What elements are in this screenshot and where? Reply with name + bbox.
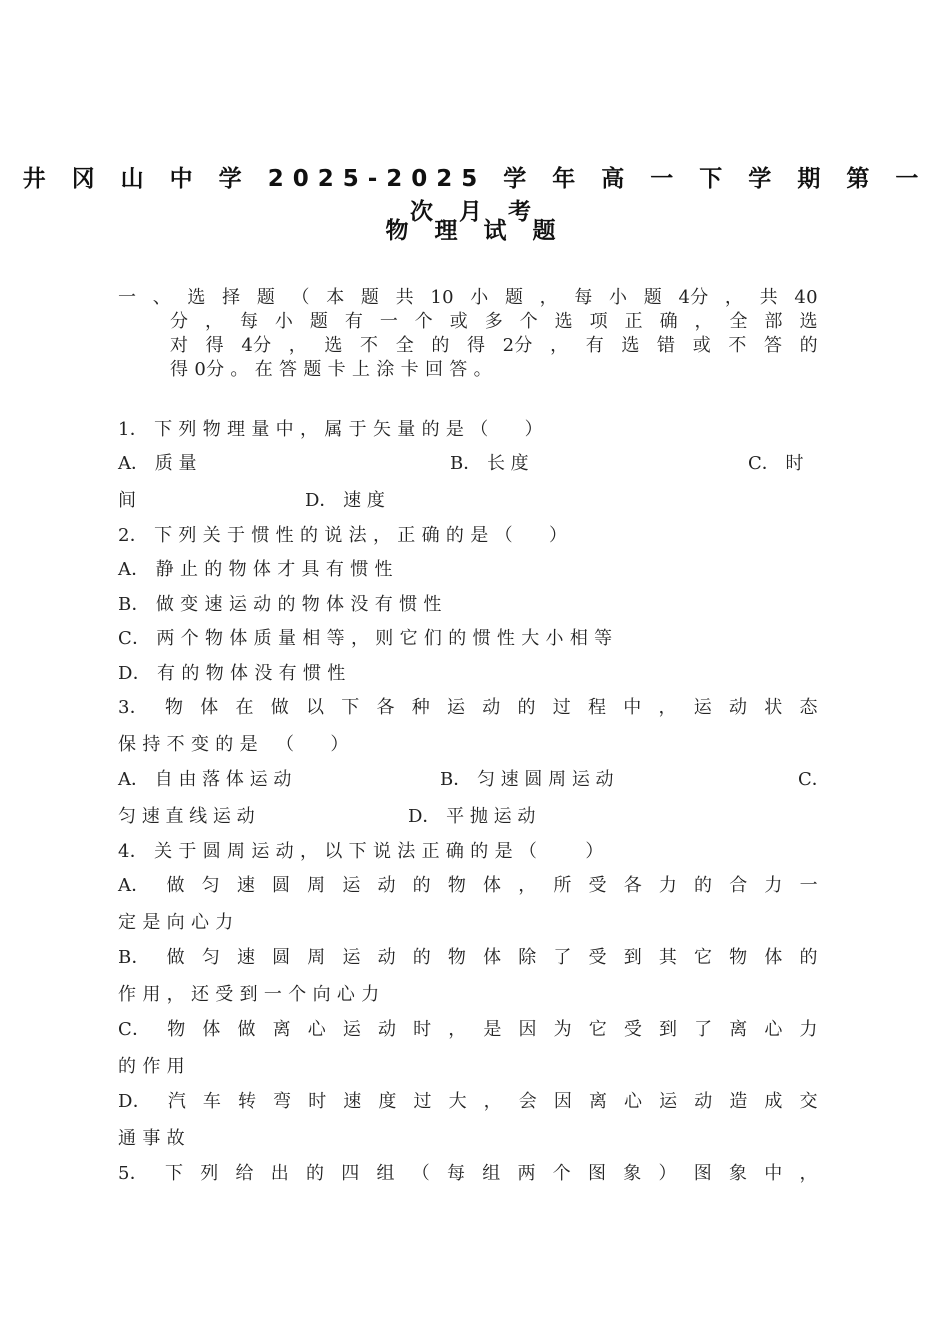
instruction-line: 一 、 选 择 题 （ 本 题 共 10 小 题 ， 每 小 题 4分 ， 共 40 <box>118 287 818 308</box>
option-b: B． 匀 速 圆 周 运 动 <box>440 769 614 790</box>
option-b: B． 长 度 <box>450 453 529 474</box>
option-c-cont: 匀 速 直 线 运 动 <box>118 806 255 827</box>
option-d: D． 速 度 <box>305 490 385 511</box>
question-stem: 4． 关 于 圆 周 运 动 ， 以 下 说 法 正 确 的 是 （ ） <box>118 841 604 862</box>
option-c: C． 两 个 物 体 质 量 相 等 ， 则 它 们 的 惯 性 大 小 相 等 <box>118 628 613 649</box>
instruction-line: 对 得 4分 ， 选 不 全 的 得 2分 ， 有 选 错 或 不 答 的 <box>170 335 818 356</box>
option-b: B． 做 匀 速 圆 周 运 动 的 物 体 除 了 受 到 其 它 物 体 的 <box>118 947 818 968</box>
option-b: B． 做 变 速 运 动 的 物 体 没 有 惯 性 <box>118 594 442 615</box>
question-stem: 2． 下 列 关 于 惯 性 的 说 法 ， 正 确 的 是 （ ） <box>118 525 568 546</box>
question-stem: 3． 物 体 在 做 以 下 各 种 运 动 的 过 程 中 ， 运 动 状 态 <box>118 697 818 718</box>
option-a: A． 自 由 落 体 运 动 <box>118 769 292 790</box>
option-c: C． 时 <box>748 453 804 474</box>
question-stem-cont: 保 持 不 变 的 是 （ ） <box>118 734 349 755</box>
option-a: A． 质 量 <box>118 453 197 474</box>
question-stem: 1． 下 列 物 理 量 中 ， 属 于 矢 量 的 是 （ ） <box>118 419 543 440</box>
option-a: A． 静 止 的 物 体 才 具 有 惯 性 <box>118 559 393 580</box>
option-d: D． 平 抛 运 动 <box>408 806 536 827</box>
option-d: D． 汽 车 转 弯 时 速 度 过 大 ， 会 因 离 心 运 动 造 成 交 <box>118 1091 818 1112</box>
option-d: D． 有 的 物 体 没 有 惯 性 <box>118 663 346 684</box>
exam-title: 井 冈 山 中 学 2025-2025 学 年 高 一 下 学 期 第 一 次 月 考 <box>22 166 928 225</box>
instruction-line: 得 0分 。 在 答 题 卡 上 涂 卡 回 答 。 <box>170 359 492 380</box>
instruction-line: 分 ， 每 小 题 有 一 个 或 多 个 选 项 正 确 ， 全 部 选 <box>170 311 818 332</box>
option-a: A． 做 匀 速 圆 周 运 动 的 物 体 ， 所 受 各 力 的 合 力 一 <box>118 875 818 896</box>
option-c-cont: 间 <box>118 490 136 511</box>
option-b-cont: 作 用 ， 还 受 到 一 个 向 心 力 <box>118 984 380 1005</box>
question-stem: 5． 下 列 给 出 的 四 组 （ 每 组 两 个 图 象 ） 图 象 中 ， <box>118 1163 818 1184</box>
option-c: C． 物 体 做 离 心 运 动 时 ， 是 因 为 它 受 到 了 离 心 力 <box>118 1019 818 1040</box>
exam-subject-title: 物 理 试 题 <box>385 218 565 244</box>
option-c-cont: 的 作 用 <box>118 1056 185 1077</box>
option-c: C． <box>798 769 830 790</box>
option-d-cont: 通 事 故 <box>118 1128 185 1149</box>
option-a-cont: 定 是 向 心 力 <box>118 912 234 933</box>
